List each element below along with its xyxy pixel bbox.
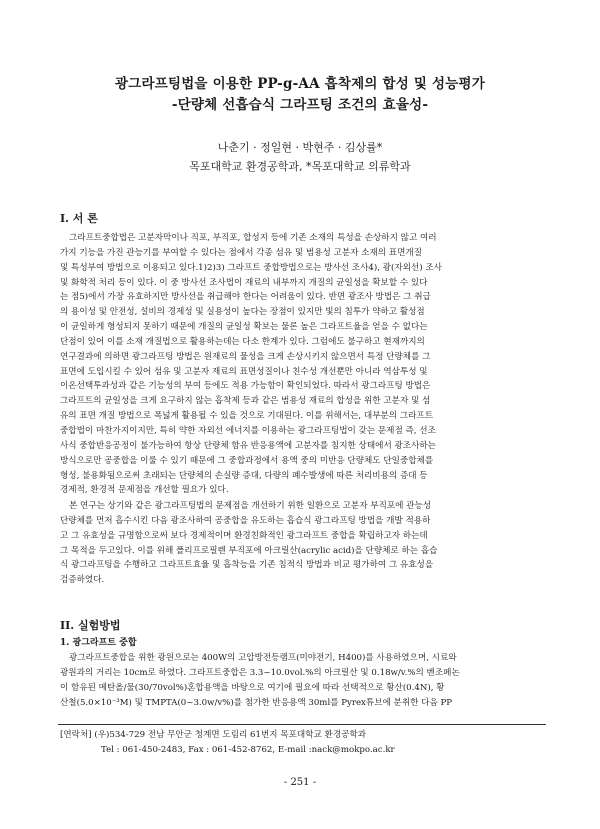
title-line-1: 광그라프팅법을 이용한 PP-g-AA 흡착제의 합성 및 성능평가 <box>114 76 486 92</box>
intro-p1-line: 유의 표면 개질 방법으로 폭넓게 활용될 수 있을 것으로 기대된다. 이를 위해서는, 대부분의 그라프트 <box>60 411 434 422</box>
intro-p2-line: 식 광그라프팅을 수행하고 그라프트효율 및 흡착능을 기존 침적식 방법과 비교 평가하여 그 유효성을 <box>60 560 434 571</box>
intro-p1-line: 그라프트의 균일성을 크게 요구하지 않는 흡착제 등과 같은 범용성 재료의 합성을 위한 고분자 및 섬 <box>60 396 431 407</box>
page-number: - 251 - <box>283 777 317 788</box>
intro-p1-line: 이온선택투과성과 같은 기능성의 부여 등에도 적용 가능함이 확인되었다. 따라서 광그라프팅 방법은 <box>60 381 431 392</box>
intro-p1-line: 표면에 도입시킬 수 있어 섬유 및 고분자 재료의 표면성질이나 친수성 개선뿐만 아니라 역삼투성 및 <box>60 366 428 377</box>
intro-paragraph-1 <box>60 231 543 498</box>
contact-phone-email: Tel : 061-450-2483, Fax : 061-452-8762, E-mail :nack@mokpo.ac.kr <box>101 745 395 755</box>
author-names: 나춘기 · 정일현 · 박현주 · 김상률* <box>217 141 383 154</box>
intro-p1-line: 이 균일하게 형성되지 못하기 때문에 개질의 균일성 확보는 물론 높은 그라프트율을 얻을 수 없다는 <box>60 322 428 333</box>
method-p1-line: 이 함유된 메탄올/물(30/70vol%)혼합용액을 바탕으로 여기에 필요에 따라 선택적으로 황산(0.4N), 황 <box>60 682 445 693</box>
contact-address: [연락처] (우)534-729 전남 무안군 청계면 도림리 61번지 목포대학교 환경공학과 <box>60 730 367 740</box>
intro-p1-line: 의 용이성 및 안전성, 설비의 경제성 및 실용성이 높다는 장점이 있지만 빛의 침투가 약하고 활성점 <box>60 307 425 318</box>
intro-p1-line: 연구결과에 의하면 광그라프팅 방법은 원재료의 물성을 크게 손상시키지 않으면서 특정 단량체를 그 <box>60 351 431 362</box>
method-p1-line: 광그라프트중합을 위한 광원으로는 400W의 고압방전등램프(미야전기, H400)를 사용하였으며, 시료와 <box>69 653 457 663</box>
subsection-1-heading: 1. 광그라프트 중합 <box>60 638 137 648</box>
intro-p1-line: 그라프트중합법은 고분자막이나 직포, 부직포, 합성지 등에 기존 소재의 특성을 손상하지 않고 여러 <box>69 233 437 243</box>
intro-p1-line: 경제적, 환경적 문제점을 개선할 필요가 있다. <box>60 485 229 496</box>
method-p1-line: 광원과의 거리는 10cm로 하였다. 그라프트중합은 3.3~10.0vol.%의 아크릴산 및 0.18w/v.%의 벤조페논 <box>60 667 460 678</box>
intro-p1-line: 사식 중합반응공정이 불가능하여 항상 단량체 함유 반응용액에 고분자를 침지한 상태에서 광조사하는 <box>60 440 436 451</box>
contact-divider <box>58 724 546 725</box>
intro-paragraph-2 <box>60 499 543 588</box>
intro-p1-line: 및 특성부여 방법으로 이용되고 있다.1)2)3) 그라프트 중합방법으로는 방사선 조사4), 광(자외선) 조사 <box>60 262 442 273</box>
title-line-2: -단량체 선흡습식 그라프팅 조건의 효율성- <box>171 97 429 113</box>
section-2-heading: II. 실험방법 <box>60 619 121 632</box>
intro-p2-line: 본 연구는 상기와 같은 광그라프팅법의 문제점을 개선하기 위한 일환으로 고분자 부직포에 관능성 <box>69 501 432 511</box>
intro-p1-line: 및 화학적 처리 등이 있다. 이 중 방사선 조사법이 재료의 내부까지 개질의 균일성을 확보할 수 있다 <box>60 277 428 288</box>
intro-p1-line: 중합법이 마찬가지이지만, 특히 약한 자외선 에너지를 이용하는 광그라프팅법이 갖는 문제점 즉, 선조 <box>60 425 436 436</box>
intro-p2-line: 검증하였다. <box>60 575 105 586</box>
intro-p2-line: 고 그 유효성을 규명함으로써 보다 경제적이며 환경친화적인 광그라프트 중합을 확립하고자 하는데 <box>60 530 428 541</box>
section-1-heading: I. 서 론 <box>60 212 98 225</box>
method-p1-line: 산철(5.0×10⁻³M) 및 TMPTA(0~3.0w/v%)를 첨가한 반응용액 30ml를 Pyrex튜브에 분취한 다음 PP <box>60 697 453 708</box>
intro-p1-line: 방식으로만 공중합을 이룰 수 있기 때문에 그 중합과정에서 용액 중의 미반응 단량체도 단일중합체를 <box>60 455 434 466</box>
contact-block <box>60 728 395 758</box>
method-paragraph-1 <box>60 651 543 710</box>
intro-p2-line: 그 목적을 두고있다. 이를 위해 폴리프로필렌 부직포에 아크릴산(acrylic acid)을 단량체로 하는 흡습 <box>60 545 438 556</box>
intro-p1-line: 가지 기능을 가진 관능기를 부여할 수 있다는 점에서 각종 섬유 및 범용성 고분자 소재의 표면개질 <box>60 247 423 258</box>
author-block <box>40 138 560 176</box>
author-affiliation: 목포대학교 환경공학과, *목포대학교 의류학과 <box>189 160 411 173</box>
intro-p1-line: 형성, 불용화됨으로써 초래되는 단량체의 손실량 증대, 다량의 폐수발생에 따른 처리비용의 증대 등 <box>60 470 428 481</box>
paper-title <box>40 74 560 116</box>
intro-p2-line: 단량체를 먼저 흡수시킨 다음 광조사하여 공중합을 유도하는 흡습식 광그라프팅 방법을 개발 적용하 <box>60 515 431 526</box>
intro-p1-line: 단점이 있어 이를 소재 개질법으로 활용하는데는 다소 한계가 있다. 그럼에도 불구하고 현재까지의 <box>60 336 425 347</box>
intro-p1-line: 는 점5)에서 가장 유효하지만 방사선을 취급해야 한다는 어려움이 있다. 반면 광조사 방법은 그 취급 <box>60 292 431 303</box>
